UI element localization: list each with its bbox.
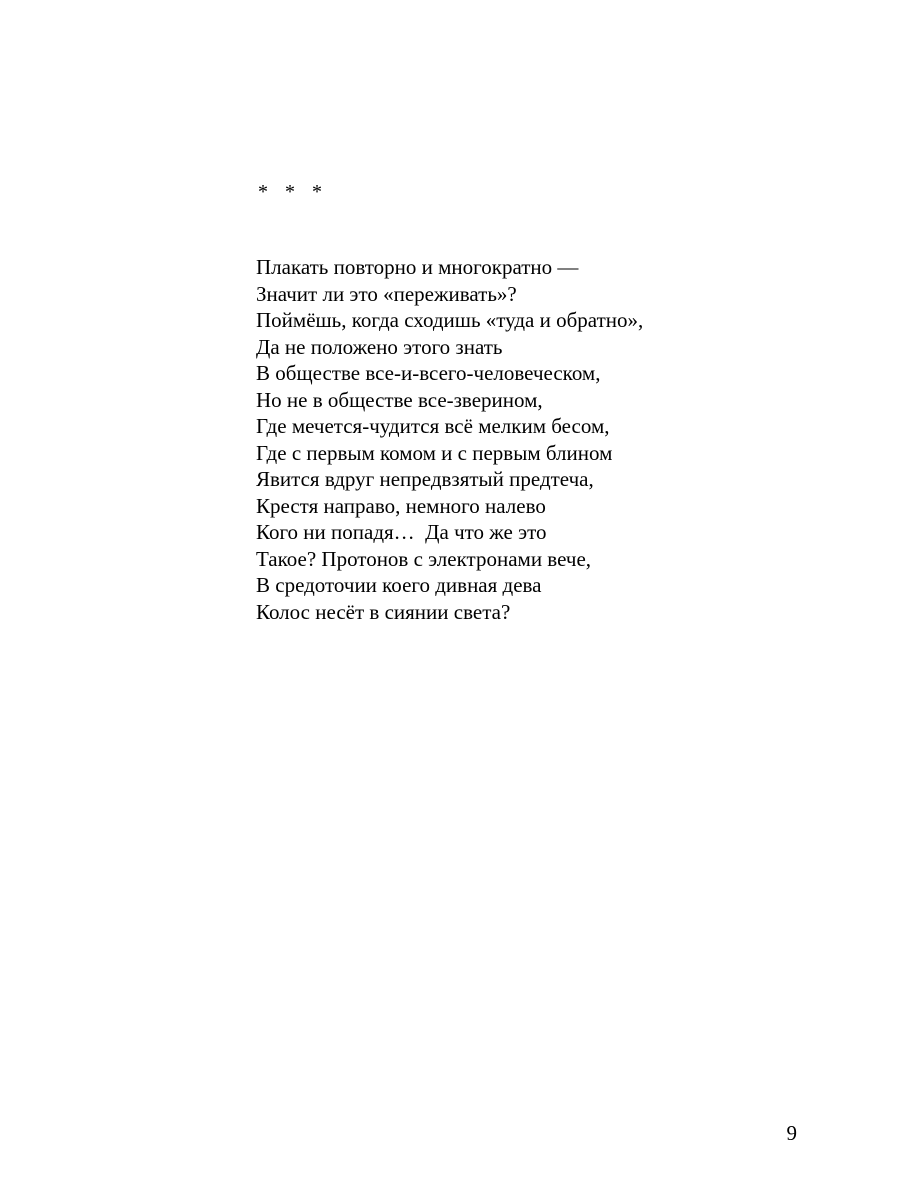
poem-line: Поймёшь, когда сходишь «туда и обратно», <box>256 308 644 332</box>
poem-line: Где мечется-чудится всё мелким бесом, <box>256 414 610 438</box>
poem <box>256 254 643 625</box>
poem-line: Но не в обществе все-зверином, <box>256 387 543 412</box>
poem-line: Явится вдруг непредвзятый предтеча, <box>256 467 594 491</box>
page-number: 9 <box>786 1121 797 1145</box>
poem-line: Такое? Протонов с электронами вече, <box>256 546 592 571</box>
poem-line: В обществе все-и-всего-человеческом, <box>256 361 601 385</box>
section-separator: * * * <box>258 181 328 203</box>
poem-line: Колос несёт в сиянии света? <box>256 599 511 624</box>
poem-line: Значит ли это «переживать»? <box>256 281 517 306</box>
poem-line: Плакать повторно и многократно — <box>256 255 579 279</box>
poem-line: Крестя направо, немного налево <box>256 493 546 518</box>
poem-line: В средоточии коего дивная дева <box>256 573 542 597</box>
poem-line: Кого ни попадя… Да что же это <box>256 520 547 544</box>
poem-line: Да не положено этого знать <box>256 334 503 359</box>
poem-line: Где с первым комом и с первым блином <box>256 440 613 465</box>
